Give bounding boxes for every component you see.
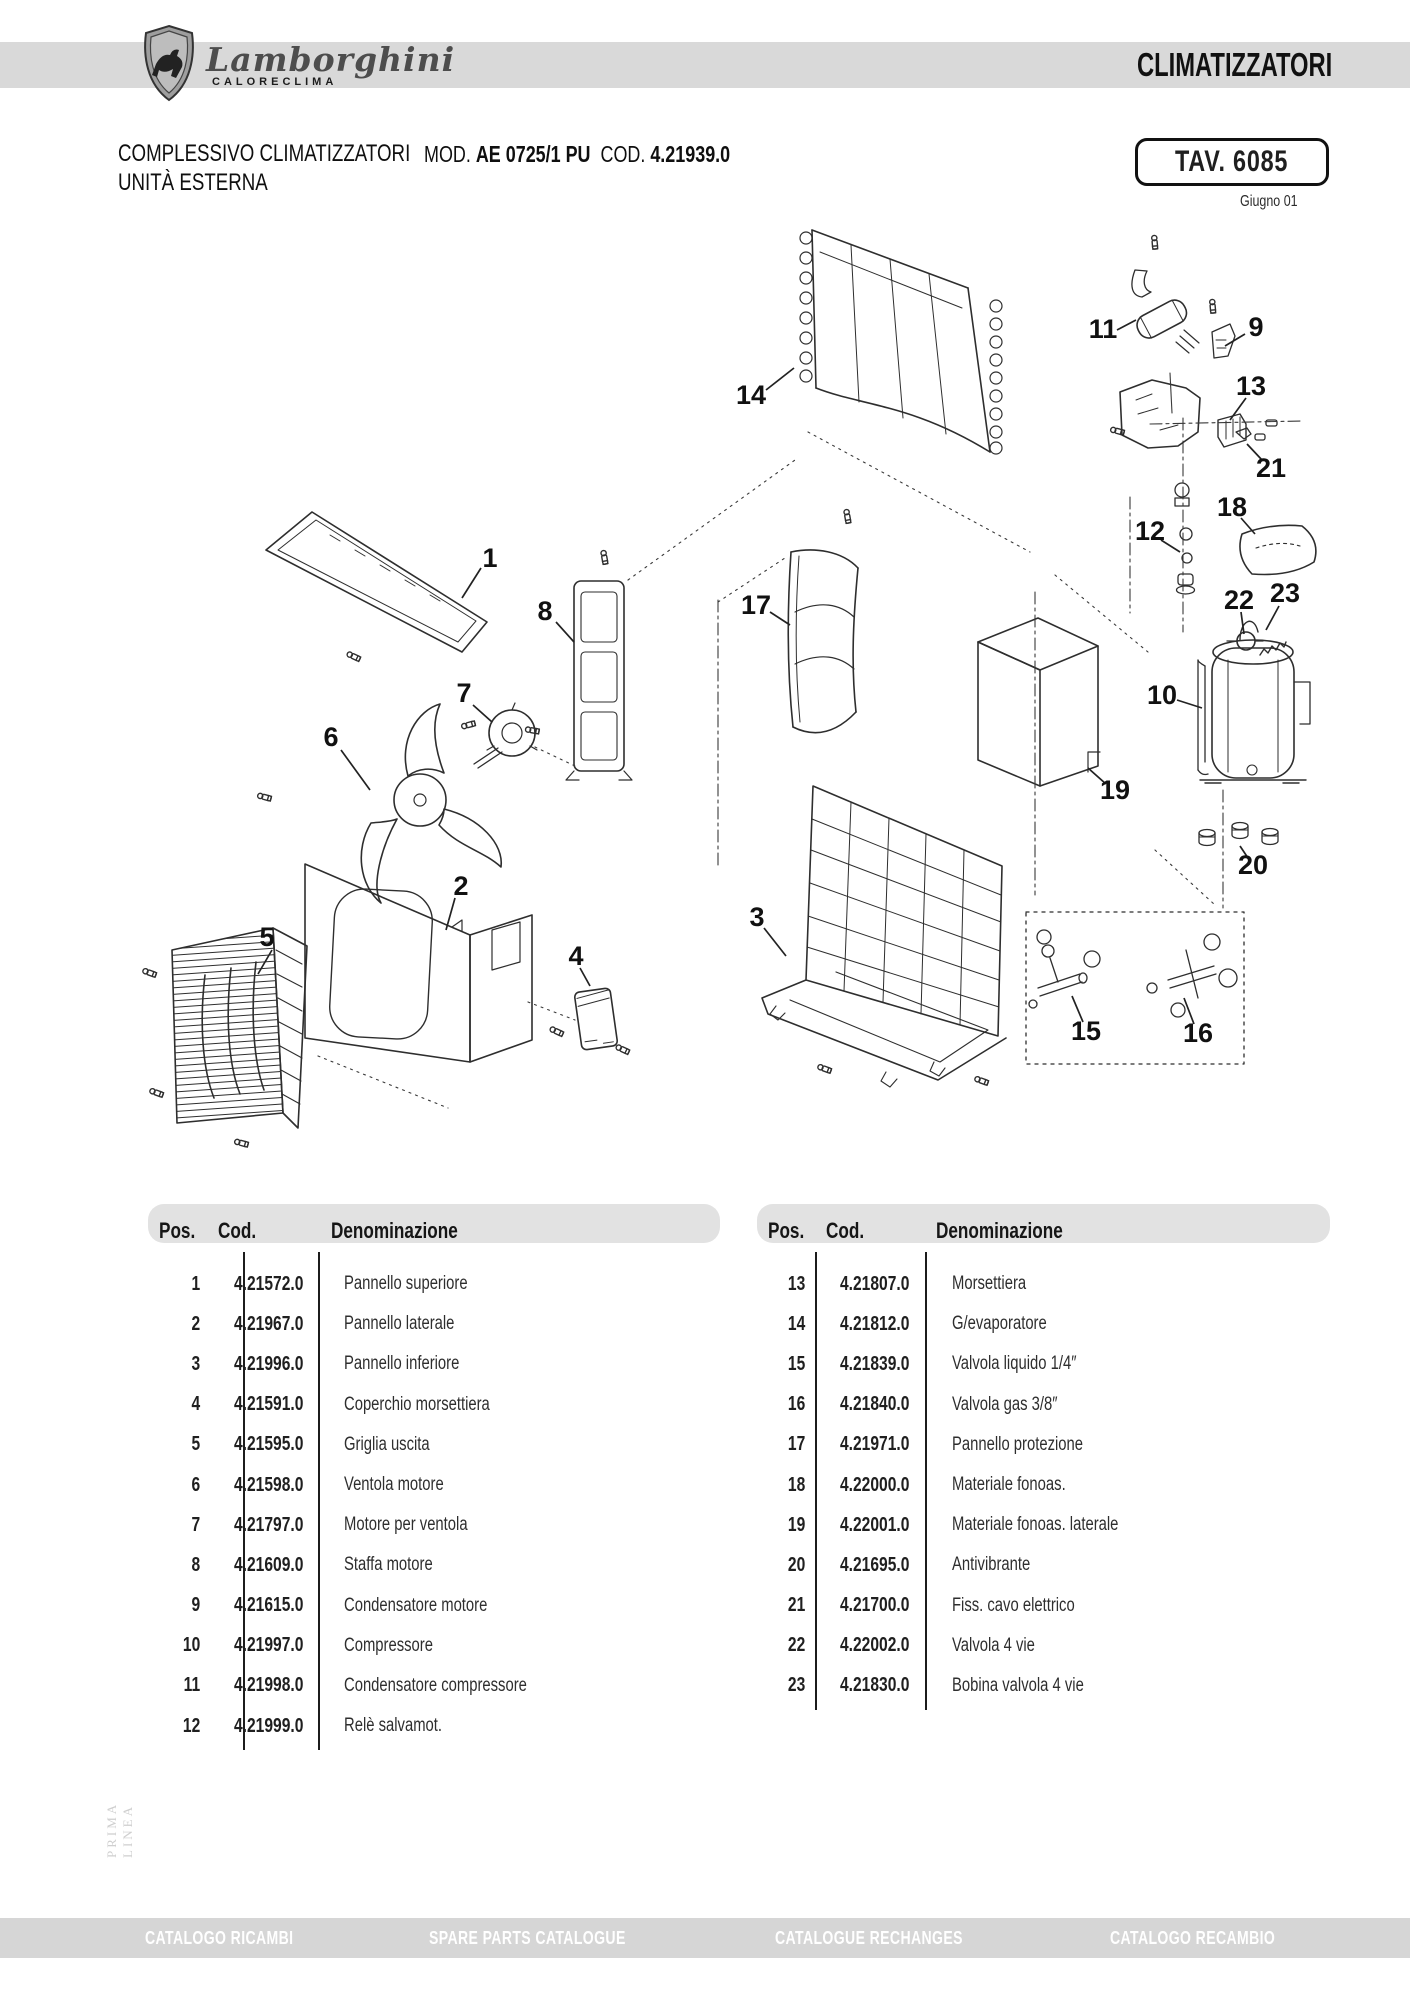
cell-cod: 4.21598.0 [234, 1473, 304, 1496]
callout-number-8: 8 [537, 596, 553, 626]
table-row [757, 1465, 1357, 1505]
cell-cod: 4.21839.0 [840, 1352, 910, 1375]
cell-cod: 4.21812.0 [840, 1312, 910, 1335]
table-row [757, 1264, 1357, 1304]
cell-cod: 4.21700.0 [840, 1594, 910, 1617]
construction-lines [318, 373, 1302, 1108]
callout-number-11: 11 [1088, 314, 1118, 344]
footer-item: CATALOGO RECAMBIO [1110, 1927, 1276, 1948]
table-row [757, 1586, 1357, 1626]
cell-pos: 16 [787, 1393, 805, 1416]
callout-leader-14 [766, 368, 794, 390]
cell-cod: 4.21998.0 [234, 1674, 304, 1697]
cell-den: Staffa motore [344, 1554, 433, 1576]
cell-pos: 13 [787, 1272, 805, 1295]
cell-cod: 4.21609.0 [234, 1553, 304, 1576]
callout-number-12: 12 [1134, 516, 1166, 546]
part-11-compressor-capacitor [1132, 270, 1199, 353]
callout-number-14: 14 [735, 380, 767, 410]
cell-den: Antivibrante [952, 1554, 1031, 1576]
footer-item: CATALOGUE RECHANGES [775, 1927, 964, 1948]
table-row [757, 1304, 1357, 1344]
cell-pos: 7 [191, 1513, 200, 1536]
part-14-coil [800, 230, 1002, 454]
cell-pos: 23 [787, 1674, 805, 1697]
callout-layer [258, 312, 1300, 1048]
table-row [757, 1425, 1357, 1465]
cell-den: Pannello protezione [952, 1433, 1084, 1455]
callout-number-19: 19 [1099, 775, 1131, 805]
callout-number-5: 5 [259, 922, 275, 952]
table-row [148, 1626, 748, 1666]
cell-pos: 1 [191, 1272, 200, 1295]
table-row [148, 1344, 748, 1384]
cell-den: Motore per ventola [344, 1514, 468, 1536]
callout-number-15: 15 [1070, 1016, 1102, 1046]
callout-leader-7 [473, 705, 492, 722]
cell-pos: 5 [191, 1433, 200, 1456]
callout-number-7: 7 [456, 678, 472, 708]
cell-pos: 6 [191, 1473, 200, 1496]
callout-number-18: 18 [1216, 492, 1248, 522]
cell-den: Condensatore compressore [344, 1674, 527, 1696]
cell-pos: 17 [787, 1433, 805, 1456]
cell-cod: 4.22000.0 [840, 1473, 910, 1496]
table-row [148, 1465, 748, 1505]
cell-cod: 4.21967.0 [234, 1312, 304, 1335]
cell-pos: 4 [191, 1393, 200, 1416]
cell-cod: 4.21997.0 [234, 1634, 304, 1657]
cell-den: Pannello laterale [344, 1313, 455, 1335]
brand-script: Lamborghini [206, 40, 456, 79]
cell-den: Coperchio morsettiera [344, 1393, 490, 1415]
exploded-parts-diagram [0, 195, 1410, 1205]
cell-pos: 8 [191, 1553, 200, 1576]
doc-title-line2: UNITÀ ESTERNA [118, 169, 268, 196]
mod-value: AE 0725/1 PU [475, 141, 591, 167]
cell-cod: 4.21695.0 [840, 1553, 910, 1576]
tav-number: TAV. 6085 [1175, 145, 1289, 178]
callout-number-6: 6 [323, 722, 339, 752]
cell-den: Condensatore motore [344, 1594, 488, 1616]
table-row [148, 1666, 748, 1706]
lamborghini-shield-logo [140, 24, 198, 102]
table-row [148, 1304, 748, 1344]
cell-den: Ventola motore [344, 1474, 444, 1496]
table-row [148, 1706, 748, 1746]
part-16-gas-valve [1147, 934, 1237, 1017]
cell-pos: 2 [191, 1312, 200, 1335]
cell-den: Valvola gas 3/8″ [952, 1393, 1058, 1415]
cell-cod: 4.21572.0 [234, 1272, 304, 1295]
parts-table-right-header: Pos. Cod. Denominazione [757, 1204, 1330, 1243]
cell-pos: 19 [787, 1513, 805, 1536]
cod-label: COD. [600, 141, 646, 167]
issue-date: Giugno 01 [1240, 193, 1298, 210]
part-9-motor-capacitor [1212, 324, 1235, 358]
doc-title-line1: COMPLESSIVO CLIMATIZZATORI [118, 140, 411, 167]
part-1-top-panel [266, 512, 487, 652]
part-3-bottom-panel [762, 786, 1006, 1087]
callout-leader-3 [764, 928, 786, 956]
cell-pos: 9 [191, 1594, 200, 1617]
callout-number-10: 10 [1146, 680, 1178, 710]
callout-number-17: 17 [740, 590, 772, 620]
table-row [757, 1505, 1357, 1545]
cell-cod: 4.21807.0 [840, 1272, 910, 1295]
section-title: CLIMATIZZATORI [1136, 46, 1332, 83]
callout-number-22: 22 [1223, 585, 1255, 615]
table-row [148, 1505, 748, 1545]
part-19-side-insulation [978, 618, 1100, 786]
callout-number-16: 16 [1182, 1018, 1214, 1048]
cell-den: Valvola 4 vie [952, 1634, 1035, 1656]
callout-number-1: 1 [482, 543, 498, 573]
cell-pos: 11 [183, 1674, 200, 1697]
callout-number-2: 2 [453, 871, 469, 901]
part-6-fan-blade [361, 704, 501, 903]
table-row [148, 1545, 748, 1585]
part-2-side-panel [305, 864, 532, 1062]
table-row [148, 1264, 748, 1304]
part-12-relay-parts [1175, 483, 1195, 594]
cell-pos: 10 [182, 1634, 200, 1657]
callout-number-23: 23 [1269, 578, 1301, 608]
footer-item: SPARE PARTS CATALOGUE [429, 1927, 626, 1948]
cell-cod: 4.21595.0 [234, 1433, 304, 1456]
model-code-line [424, 141, 816, 168]
cell-den: Compressore [344, 1634, 433, 1656]
cell-den: Relè salvamot. [344, 1715, 443, 1737]
cell-cod: 4.21840.0 [840, 1393, 910, 1416]
part-20-antivibration-mounts [1199, 823, 1278, 846]
cod-value: 4.21939.0 [650, 141, 731, 167]
cell-cod: 4.21591.0 [234, 1393, 304, 1416]
mod-label: MOD. [424, 141, 471, 167]
cell-pos: 15 [787, 1352, 805, 1375]
cell-pos: 20 [787, 1553, 805, 1576]
cell-den: Bobina valvola 4 vie [952, 1674, 1084, 1696]
part-5-grille [172, 928, 307, 1128]
cell-den: Materiale fonoas. [952, 1474, 1066, 1496]
cell-cod: 4.22002.0 [840, 1634, 910, 1657]
cell-cod: 4.21615.0 [234, 1594, 304, 1617]
cell-den: Griglia uscita [344, 1433, 430, 1455]
table-row [757, 1626, 1357, 1666]
table-row [148, 1385, 748, 1425]
part-4-terminal-cover [574, 988, 618, 1050]
part-17-protection-panel [788, 550, 858, 733]
cell-den: Fiss. cavo elettrico [952, 1594, 1075, 1616]
callout-leader-8 [556, 622, 574, 642]
callout-number-20: 20 [1237, 850, 1269, 880]
part-7-fan-motor [474, 703, 537, 768]
table-row [148, 1586, 748, 1626]
table-row [757, 1666, 1357, 1706]
cell-pos: 18 [787, 1473, 805, 1496]
cell-cod: 4.21971.0 [840, 1433, 910, 1456]
parts-table-right [757, 1264, 1357, 1706]
cell-cod: 4.21996.0 [234, 1352, 304, 1375]
cell-den: Pannello inferiore [344, 1353, 460, 1375]
side-watermark: PRIMA LINEA [104, 1802, 135, 1858]
cell-cod: 4.22001.0 [840, 1513, 910, 1536]
footer-bar [0, 1918, 1410, 1958]
cell-cod: 4.21830.0 [840, 1674, 910, 1697]
cell-cod: 4.21797.0 [234, 1513, 304, 1536]
callout-leader-13 [1230, 398, 1246, 420]
cell-pos: 21 [787, 1594, 805, 1617]
callout-leader-1 [462, 568, 481, 598]
table-row [757, 1344, 1357, 1384]
cell-pos: 3 [191, 1352, 200, 1375]
part-15-liquid-valve [1029, 930, 1100, 1008]
cell-pos: 12 [182, 1714, 200, 1737]
callout-number-21: 21 [1255, 453, 1287, 483]
callout-leader-23 [1266, 606, 1279, 630]
cell-den: Morsettiera [952, 1273, 1027, 1295]
table-row [757, 1385, 1357, 1425]
cell-den: Pannello superiore [344, 1273, 468, 1295]
part-8-motor-bracket [566, 581, 632, 780]
part-21-cable-clamp [1236, 420, 1277, 440]
callout-leader-6 [341, 750, 370, 790]
cell-den: Materiale fonoas. laterale [952, 1514, 1119, 1536]
cell-pos: 14 [787, 1312, 805, 1335]
cell-den: G/evaporatore [952, 1313, 1047, 1335]
cell-den: Valvola liquido 1/4″ [952, 1353, 1077, 1375]
table-row [148, 1425, 748, 1465]
callout-number-13: 13 [1235, 371, 1267, 401]
callout-leader-17 [770, 612, 790, 625]
cell-pos: 22 [787, 1634, 805, 1657]
cell-cod: 4.21999.0 [234, 1714, 304, 1737]
part-18-insulation-sheet [1240, 525, 1316, 574]
parts-table-left [148, 1264, 748, 1746]
part-13-terminal-board [1120, 380, 1246, 448]
callout-number-4: 4 [568, 941, 584, 971]
brand-subtitle: CALORECLIMA [212, 76, 338, 88]
parts-table-left-header: Pos. Cod. Denominazione [148, 1204, 720, 1243]
callout-leader-11 [1117, 320, 1136, 330]
footer-item: CATALOGO RICAMBI [145, 1927, 294, 1948]
callout-number-3: 3 [749, 902, 765, 932]
callout-number-9: 9 [1248, 312, 1264, 342]
table-row [757, 1545, 1357, 1585]
table-number-box [1135, 138, 1329, 186]
